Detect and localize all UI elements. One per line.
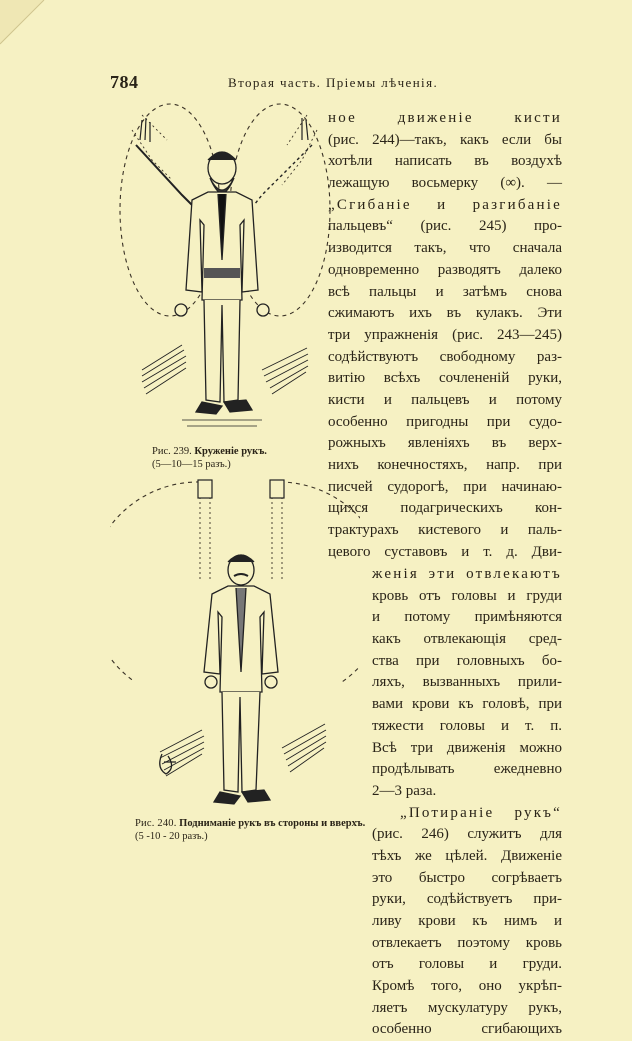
text-line: 2—3 раза. — [372, 782, 437, 799]
text-line: одновременно разводятъ далеко — [328, 261, 562, 278]
text-line: тѣхъ же цѣлей. Движеніе — [372, 847, 562, 864]
text-line: пальцевъ“ (рис. 245) про- — [328, 218, 562, 235]
text-line: тяжести головы и т. п. — [372, 717, 562, 734]
text-line: ляетъ мускулатуру рукъ, — [372, 999, 562, 1016]
text-line: витію всѣхъ сочлененій руки, — [328, 370, 562, 387]
text-line: Кромѣ того, оно укрѣп- — [372, 978, 562, 995]
figure-240-caption — [135, 817, 370, 843]
text-line: Всѣ три движенія можно — [372, 739, 562, 756]
text-line: (рис. 246) служитъ для — [372, 826, 562, 843]
text-line: щихся подагрическихъ кон- — [328, 500, 562, 517]
text-line: трактурахъ кистевого и паль- — [328, 522, 562, 539]
page-number: 784 — [110, 72, 139, 92]
figure-240-man — [204, 555, 278, 804]
text-line: ства при головныхъ бо- — [372, 652, 562, 669]
text-line: и потому примѣняются — [372, 609, 562, 626]
text-line: особенно пригодны при судо- — [328, 413, 562, 430]
figure-239-note: (5—10—15 разъ.) — [152, 459, 231, 470]
text-line: ляхъ, вызванныхъ прили- — [372, 674, 562, 691]
page-corner-fold — [0, 0, 48, 48]
text-line: всѣ пальцы и затѣмъ снова — [328, 283, 562, 300]
text-line: вами крови къ головѣ, при — [372, 696, 562, 713]
figure-239-illustration — [112, 100, 337, 445]
text-line: „Потираніе рукъ“ — [400, 804, 562, 821]
text-line: это быстро согрѣваетъ — [372, 869, 562, 886]
text-line: цевого суставовъ и т. д. Дви- — [328, 543, 562, 560]
text-line: отъ головы и груди. — [372, 956, 562, 973]
page-header — [110, 72, 580, 94]
text-line: (рис. 244)—такъ, какъ если бы — [328, 131, 562, 148]
text-line: руки, содѣйствуетъ при- — [372, 891, 562, 908]
text-line: женія эти отвлекаютъ — [372, 566, 562, 582]
text-line: сжимаютъ ихъ въ кулакъ. Эти — [328, 305, 562, 322]
text-line: хотѣли написать въ воздухѣ — [328, 153, 562, 170]
figure-239-label: Рис. 239. — [152, 446, 192, 457]
text-line: ное движеніе кисти — [328, 110, 562, 126]
text-line: рожныхъ явленіяхъ въ верх- — [328, 435, 562, 452]
text-line: отвлекаетъ поэтому кровь — [372, 934, 562, 951]
text-line: особенно сгибающихъ — [372, 1021, 562, 1038]
text-line: писчей судорогѣ, при начинаю- — [328, 478, 562, 495]
figure-240-note: (5 -10 - 20 разъ.) — [135, 831, 208, 842]
figure-240-illustration — [110, 472, 360, 817]
text-line: кисти и пальцевъ и потому — [328, 391, 562, 408]
text-line: содѣйствуютъ свободному раз- — [328, 348, 562, 365]
figure-240-title: Подниманіе рукъ въ стороны и вверхъ. — [179, 818, 366, 829]
figure-240-label: Рис. 240. — [135, 818, 177, 829]
text-line: какъ отвлекающія сред- — [372, 631, 562, 648]
running-title: Вторая часть. Пріемы лѣченія. — [228, 75, 439, 90]
text-line: изводится такъ, что сначала — [328, 240, 562, 257]
text-line: „Сгибаніе и разгибаніе — [328, 196, 562, 213]
body-text-lower — [372, 564, 562, 1041]
figure-239-caption — [152, 445, 312, 471]
text-line: ливу крови къ нимъ и — [372, 913, 562, 929]
text-line: нихъ конечностяхъ, напр. при — [328, 457, 562, 473]
body-text-upper — [328, 108, 562, 563]
figure-239-title: Круженіе рукъ. — [194, 446, 267, 457]
figure-239-man — [175, 152, 269, 414]
text-line: три упражненія (рис. 243—245) — [328, 326, 562, 343]
text-line: кровь отъ головы и груди — [372, 587, 562, 604]
text-line: продѣлывать ежедневно — [372, 761, 562, 778]
text-line: лежащую восьмерку (∞). — — [328, 175, 562, 192]
